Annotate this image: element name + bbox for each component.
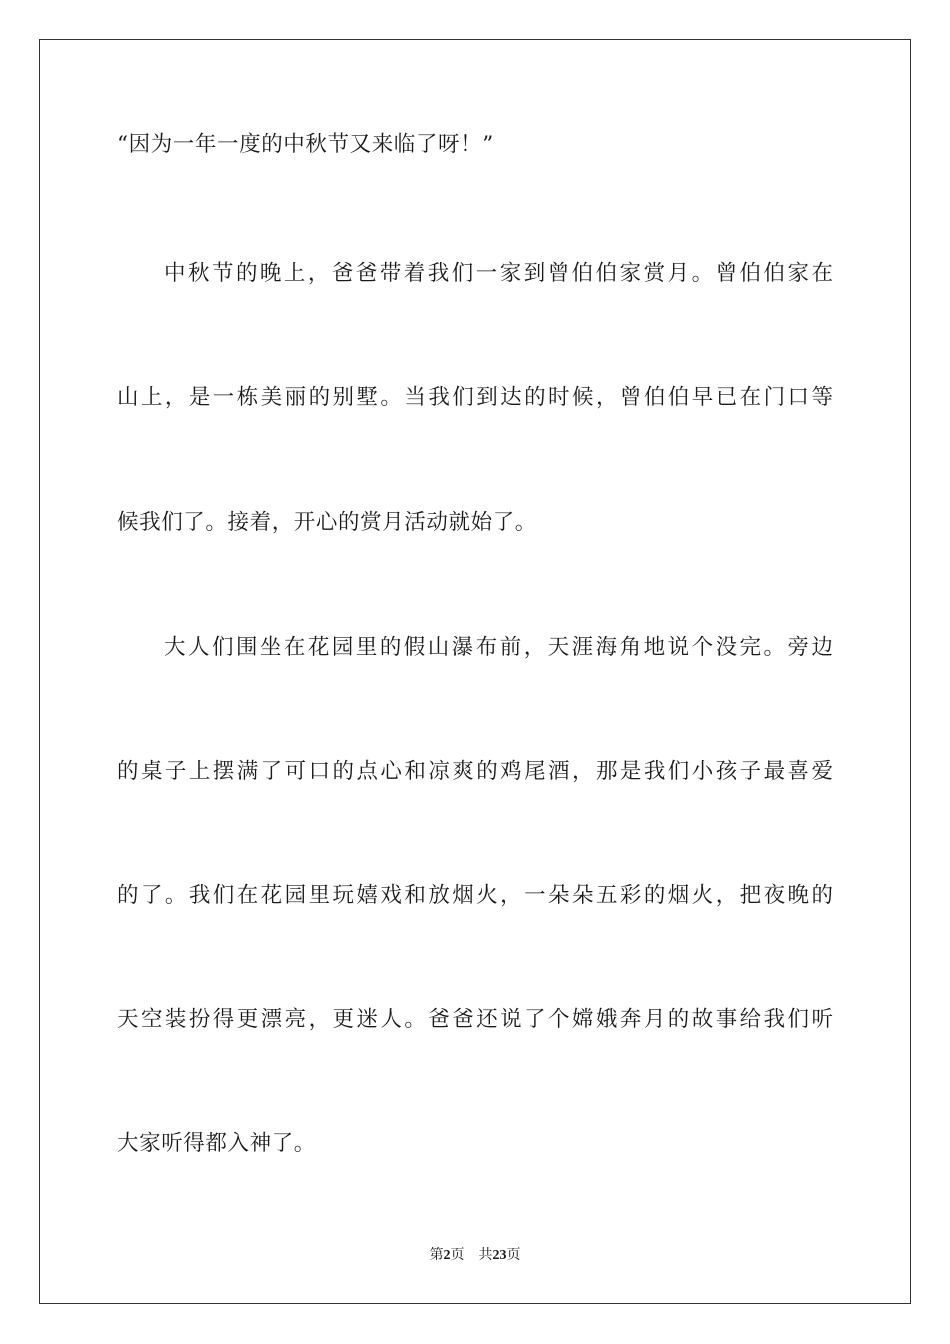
text-line-3: 山上，是一栋美丽的别墅。当我们到达的时候，曾伯伯早已在门口等 (117, 385, 833, 410)
text-line-7: 的了。我们在花园里玩嬉戏和放烟火，一朵朵五彩的烟火，把夜晚的 (117, 883, 833, 908)
page-border (39, 39, 911, 1304)
text-line-4: 候我们了。接着，开心的赏月活动就始了。 (117, 510, 537, 535)
page-number: 2 (443, 1248, 451, 1263)
page-prefix: 第 (429, 1248, 444, 1263)
text-line-1: “因为一年一度的中秋节又来临了呀！” (117, 132, 494, 157)
total-pages: 23 (492, 1248, 507, 1263)
text-line-2: 中秋节的晚上，爸爸带着我们一家到曾伯伯家赏月。曾伯伯家在 (164, 261, 833, 286)
text-line-6: 的桌子上摆满了可口的点心和凉爽的鸡尾酒，那是我们小孩子最喜爱 (117, 759, 833, 784)
text-line-8: 天空装扮得更漂亮，更迷人。爸爸还说了个嫦娥奔月的故事给我们听 (117, 1007, 833, 1032)
text-line-9: 大家听得都入神了。 (117, 1131, 316, 1156)
page-footer (0, 1247, 950, 1265)
total-prefix: 共 (478, 1248, 493, 1263)
text-line-5: 大人们围坐在花园里的假山瀑布前，天涯海角地说个没完。旁边 (164, 635, 833, 660)
page-suffix: 页 (450, 1248, 465, 1263)
total-suffix: 页 (506, 1248, 521, 1263)
